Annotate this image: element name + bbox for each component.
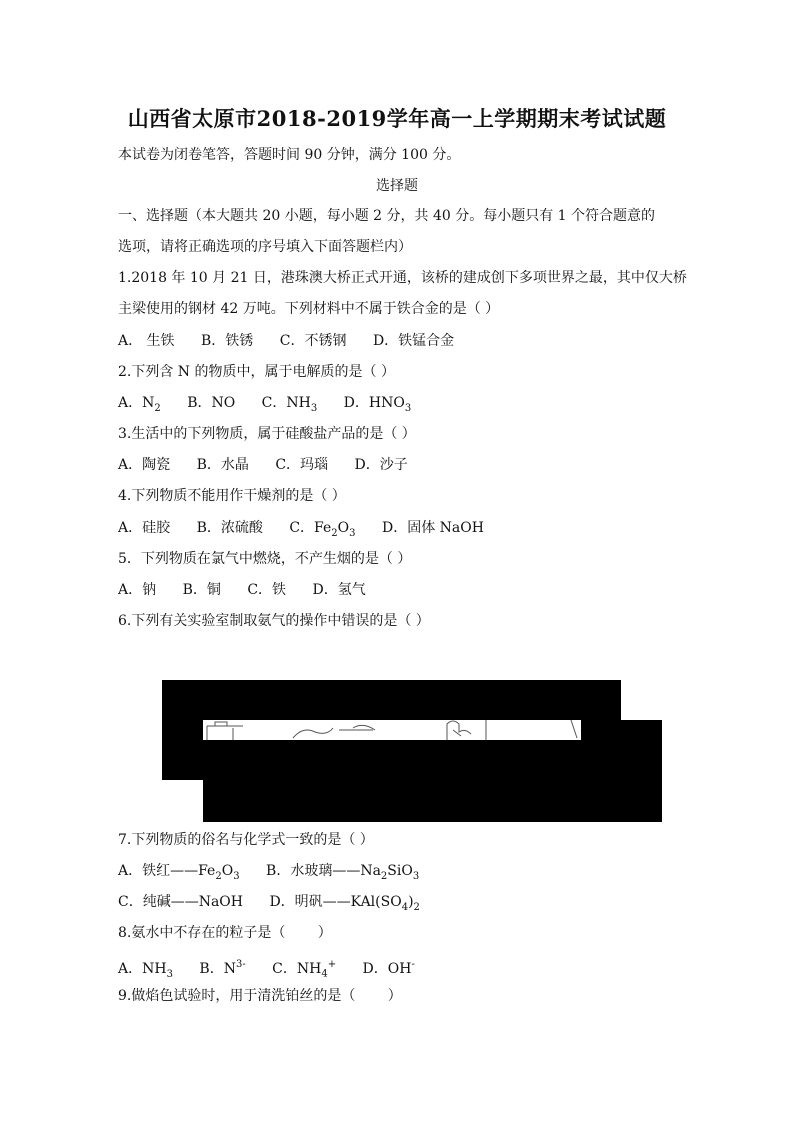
- apparatus-sketch-icon: [203, 720, 581, 740]
- part-heading-line-1: 一、选择题（本大题共 20 小题，每小题 2 分，共 40 分。每小题只有 1 个符合题意的: [118, 208, 656, 224]
- figure-redaction-block-bottom: [203, 780, 662, 822]
- q5-options: [118, 580, 388, 600]
- q3-stem: 3.生活中的下列物质，属于硅酸盐产品的是（ ）: [118, 426, 416, 442]
- q4-option-b: B．浓硫酸: [196, 520, 263, 536]
- q2-option-d: D．$HNO_3$: [343, 395, 412, 414]
- q7-options-row-2: [118, 892, 442, 918]
- q1-option-a: A． 生铁: [118, 333, 175, 349]
- q4-option-a: A．硅胶: [118, 520, 171, 536]
- q3-options: [118, 455, 430, 475]
- q2-option-c: C．$NH_3$: [261, 395, 318, 414]
- q3-option-a: A．陶瓷: [118, 457, 171, 473]
- q4-option-c: C．$Fe_2O_3$: [289, 520, 356, 539]
- q4-options: [118, 518, 506, 544]
- q6-stem: 6.下列有关实验室制取氨气的操作中错误的是（ ）: [118, 613, 430, 629]
- apparatus-sketch-strip: [203, 720, 581, 740]
- q3-option-b: B．水晶: [196, 457, 249, 473]
- q3-option-d: D．沙子: [354, 457, 408, 473]
- q8-option-b: B．$N^{3-}$: [199, 959, 246, 977]
- q7-stem: 7.下列物质的俗名与化学式一致的是（ ）: [118, 832, 374, 848]
- q7-option-d: D．明矾$——KAl(SO_4)_2$: [269, 894, 420, 913]
- q8-options: [118, 955, 437, 984]
- q2-options: [118, 393, 433, 419]
- q7-options-row-1: [118, 861, 441, 887]
- q2-option-a: A．$N_2$: [118, 395, 161, 414]
- q4-option-d: D．固体 NaOH: [381, 520, 484, 536]
- q2-stem: 2.下列含 N 的物质中，属于电解质的是（ ）: [118, 364, 395, 380]
- q5-stem: 5．下列物质在氯气中燃烧，不产生烟的是（ ）: [118, 551, 412, 567]
- q8-option-c: C．$NH_4^+$: [272, 959, 337, 980]
- q8-option-d: D．OH-: [362, 959, 415, 977]
- q5-option-d: D．氢气: [312, 582, 366, 598]
- q8-stem: 8.氨水中不存在的粒子是（ ）: [118, 925, 332, 941]
- q9-stem: 9.做焰色试验时，用于清洗铂丝的是（ ）: [118, 988, 402, 1004]
- part-heading-line-2: 选项，请将正确选项的序号填入下面答题栏内）: [118, 239, 412, 255]
- page-title: 山西省太原市2018-2019学年高一上学期期末考试试题: [127, 106, 667, 131]
- intro-text: 本试卷为闭卷笔答，答题时间 90 分钟，满分 100 分。: [118, 147, 461, 163]
- q1-option-c: C．不锈钢: [279, 333, 347, 349]
- section-heading: 选择题: [376, 178, 418, 194]
- q1-stem-line-1: 1.2018 年 10 月 21 日，港珠澳大桥正式开通，该桥的建成创下多项世界之最，其中仅大桥: [118, 270, 687, 286]
- q4-stem: 4.下列物质不能用作干燥剂的是（ ）: [118, 488, 346, 504]
- q1-stem-line-2: 主梁使用的钢材 42 万吨。下列材料中不属于铁合金的是（ ）: [118, 301, 500, 317]
- q1-option-b: B．铁锈: [201, 333, 254, 349]
- q1-options: [118, 331, 476, 351]
- q1-option-d: D．铁锰合金: [372, 333, 455, 349]
- q5-option-b: B．铜: [182, 582, 221, 598]
- q8-option-a: A．$NH_3$: [118, 960, 173, 980]
- q7-option-a: A．铁红$——Fe_2O_3$: [118, 863, 240, 882]
- figure-redaction-block-top: [162, 680, 621, 780]
- q5-option-a: A．钠: [118, 582, 157, 598]
- q7-option-c: C．纯碱——NaOH: [118, 894, 243, 910]
- q3-option-c: C．玛瑙: [275, 457, 329, 473]
- q2-option-b: B．NO: [187, 395, 236, 411]
- q7-option-b: B．水玻璃$——Na_2SiO_3$: [266, 863, 420, 882]
- figure-redaction-block-right: [621, 720, 662, 780]
- q5-option-c: C．铁: [247, 582, 287, 598]
